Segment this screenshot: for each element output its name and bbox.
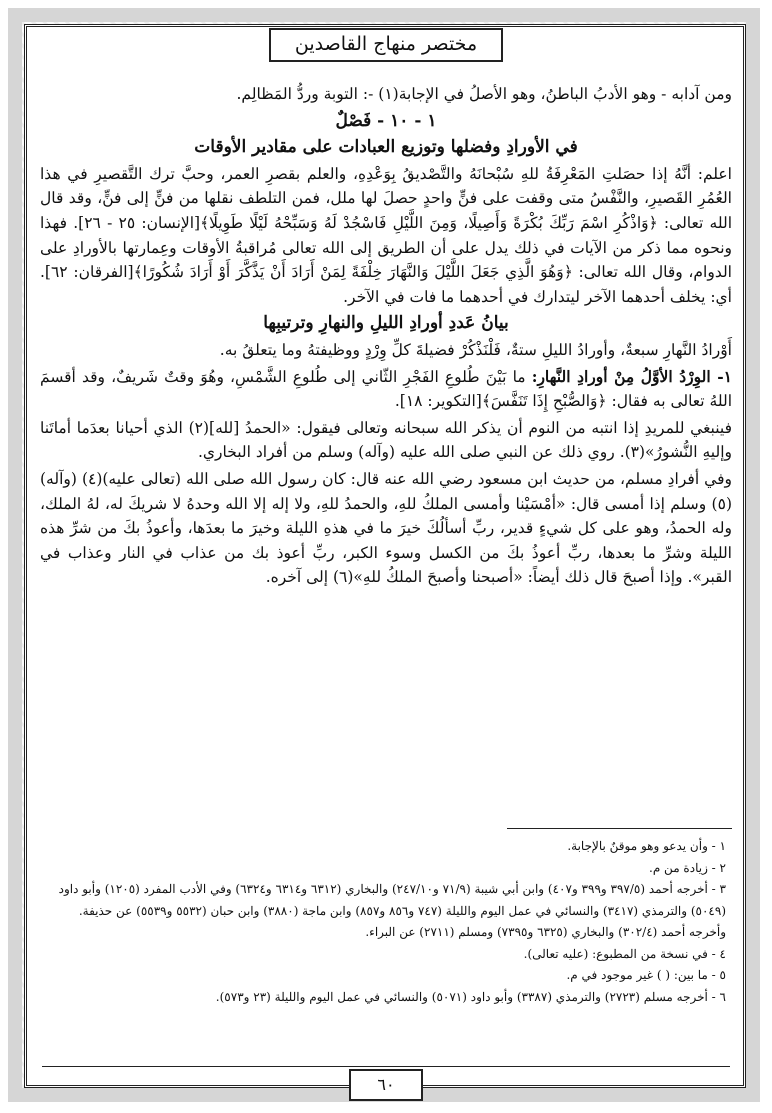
footnote: ١ - وأن يدعو وهو موقنٌ بالإجابة. — [567, 839, 726, 853]
footnote: ٦ - أخرجه مسلم (٢٧٢٣) والترمذي (٣٣٨٧) وأبو داود (٥٠٧١) والنسائي في عمل اليوم والليلة (٢٣ و٥٧٣). — [215, 989, 726, 1004]
section-title: في الأورادِ وفضلها وتوزيع العبادات على مقادير الأوقات — [194, 137, 578, 158]
page-number-separator — [42, 1066, 730, 1067]
paragraph-waking-dua: فينبغي للمريدِ إذا انتبه من النوم أن يذكر الله سبحانه وتعالى فيقول: «الحمدُ [لله](٢) الذي أحيانا بعدَما أماتَنا وإليهِ النُّشورُ»(٣). روي ذلك عن النبي صلى الله عليه (وآله) وسلم من أفراد البخاري. — [40, 418, 732, 462]
first-wird-heading: ١- الوِرْدُ الأوَّلُ مِنْ أورادِ النَّهارِ: — [531, 366, 732, 386]
paragraph-count: أَوْرادُ النَّهارِ سبعةٌ، وأورادُ الليلِ ستةٌ، فَلْنَذْكُرْ فضيلةَ كلِّ وِرْدٍ ووظيفتهُ وما يتعلقُ به. — [219, 340, 732, 359]
footnote: ٥ - ما بين: ( ) غير موجود في م. — [566, 968, 726, 982]
intro-paragraph: ومن آدابه - وهو الأدبُ الباطنُ، وهو الأصلُ في الإجابة(١) -: التوبة وردُّ المَظالِم. — [236, 85, 732, 103]
footnote: ٤ - في نسخة من المطبوع: (عليه تعالى). — [523, 946, 726, 961]
paragraph-evening-dua: وفي أفرادِ مسلم، من حديث ابن مسعود رضي الله عنه قال: كان رسول الله صلى الله (تعالى عليه)(٤) (وآله)(٥) وسلم إذا أمسى قال: «أمْسَيْنا وأمسى الملكُ للهِ، والحمدُ للهِ، ولا إله إلا الله وحدهُ لا شريكَ له، لهُ الملك، وله الحمدُ، وهو على كل شيءٍ قدير، ربِّ أسألُكَ خيرَ ما في هذهِ الليلة وخيرَ ما بعدَها، وأعوذُ بكَ من شرِّ هذه الليلة وشرِّ ما بعدها، ربِّ أعوذُ بكَ من الكسل وسوء الكبر، ربِّ أعوذ بك من عذاب في النار وعذاب في القبر». وإذا أصبحَ قال ذلك أيضاً: «أصبحنا وأصبحَ الملكُ للهِ»(٦) إلى آخره. — [40, 469, 732, 587]
book-title: مختصر منهاج القاصدين — [269, 28, 503, 62]
footnote: وأخرجه أحمد (٣٠٢/٤) والبخاري (٦٣٢٥ و٧٣٩٥) ومسلم (٢٧١١) عن البراء. — [365, 925, 726, 939]
footnotes — [40, 836, 732, 1008]
first-wird-text: ما بَيْنَ طُلوعِ الفَجْرِ الثّاني إلى طُلوعِ الشَّمْسِ، وهُوَ وقتٌ شَريفٌ، وقد أقسمَ اللهُ تعالى به فقال: ﴿وَالصُّبْحِ إِذَا تَنَفَّسَ﴾[التكوير: ١٨]. — [40, 367, 732, 411]
footnote: ٢ - زيادة من م. — [649, 860, 726, 875]
subsection-title: بيانُ عَددِ أورادِ الليلِ والنهارِ وترتيبِها — [263, 313, 509, 334]
page-number: ٦٠ — [349, 1069, 423, 1101]
footnote-separator — [507, 828, 732, 829]
paragraph-awrad: اعلم: أنَّهُ إذا حصَلتِ المَعْرِفَةُ للهِ سُبْحانَهُ والتَّصْديقُ بِوَعْدِهِ، والعلم بقصرِ العمر، وحبَّ ترك التَّقصيرِ في هذا العُمُرِ القَصيرِ، والنَّفْسُ متى وقفت على فنٍّ واحدٍ حصلَ لها ملل، فمن التلطف نقلها من فنٍّ إلى فنٍّ، وقد قال الله تعالى: ﴿وَاذْكُرِ اسْمَ رَبِّكَ بُكْرَةً وَأَصِيلًا، وَمِنَ اللَّيْلِ فَاسْجُدْ لَهُ وَسَبِّحْهُ لَيْلًا طَوِيلًا﴾[الإنسان: ٢٥ - ٢٦]. فهذا ونحوه مما ذكر من الآيات في ذلك يدل على أن الطريق إلى الله تعالى مُراقبةُ الأوقات وعِمارتها بالأورادِ على الدوام، وقال الله تعالى: ﴿وَهُوَ الَّذِي جَعَلَ اللَّيْلَ وَالنَّهَارَ خِلْفَةً لِمَنْ أَرَادَ أَنْ يَذَّكَّرَ أَوْ أَرَادَ شُكُورًا﴾[الفرقان: ٦٢]. أي: يخلف أحدهما الآخر ليتدارك في أحدهما ما فات في الآخر. — [40, 164, 733, 306]
page-body — [40, 82, 732, 592]
paragraph-first-wird — [40, 365, 732, 414]
footnote: ٣ - أخرجه أحمد (٣٩٧/٥ و٣٩٩ و٤٠٧) وابن أبي شيبة (٧١/٩ و٢٤٧/١٠) والبخاري (٦٣١٢ و٦٣١٤ و٦٣٢٤) وفي الأدب المفرد (١٢٠٥) وأبو داود (٥٠٤٩) والترمذي (٣٤١٧) والنسائي في عمل اليوم والليلة (٧٤٧ و٨٥٦ و٨٥٧) وابن ماجة (٣٨٨٠) وابن حبان (٥٥٣٢ و٥٥٣٩) عن حذيفة. — [58, 882, 726, 918]
section-number: ١ - ١٠ - فَصْلٌ — [335, 110, 437, 131]
